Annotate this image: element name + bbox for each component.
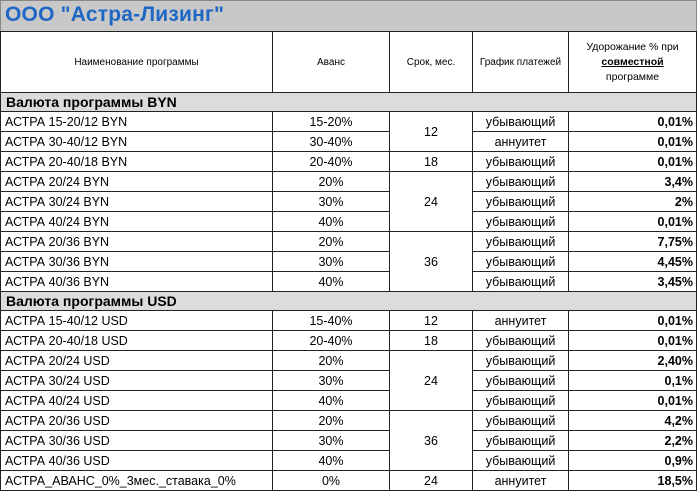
schedule-cell[interactable]: убывающий	[473, 391, 569, 411]
rate-cell[interactable]: 0,1%	[569, 371, 697, 391]
program-name-cell[interactable]: АСТРА 40/24 BYN	[1, 212, 273, 232]
term-cell[interactable]: 18	[390, 152, 473, 172]
rate-cell[interactable]: 0,9%	[569, 451, 697, 471]
schedule-cell[interactable]: аннуитет	[473, 311, 569, 331]
advance-cell[interactable]: 0%	[273, 471, 390, 491]
schedule-cell[interactable]: убывающий	[473, 331, 569, 351]
program-name-cell[interactable]: АСТРА 20/36 BYN	[1, 232, 273, 252]
table-row	[1, 172, 697, 192]
col-header-cost[interactable]	[569, 32, 697, 93]
table-row	[1, 112, 697, 132]
schedule-cell[interactable]: убывающий	[473, 252, 569, 272]
col-header-cost-pre: Удорожание % при	[586, 40, 679, 53]
advance-cell[interactable]: 20%	[273, 411, 390, 431]
rate-cell[interactable]: 4,2%	[569, 411, 697, 431]
title-bar[interactable]	[0, 0, 697, 32]
advance-cell[interactable]: 40%	[273, 391, 390, 411]
program-name-cell[interactable]: АСТРА 40/24 USD	[1, 391, 273, 411]
advance-cell[interactable]: 30%	[273, 371, 390, 391]
program-name-cell[interactable]: АСТРА 20/24 USD	[1, 351, 273, 371]
program-name-cell[interactable]: АСТРА 30/24 BYN	[1, 192, 273, 212]
advance-cell[interactable]: 40%	[273, 272, 390, 292]
table-row	[1, 431, 697, 451]
leasing-programs-table	[0, 31, 697, 491]
term-cell[interactable]: 24	[390, 471, 473, 491]
term-cell[interactable]: 36	[390, 232, 473, 292]
rate-cell[interactable]: 0,01%	[569, 132, 697, 152]
table-row	[1, 192, 697, 212]
schedule-cell[interactable]: убывающий	[473, 172, 569, 192]
program-name-cell[interactable]: АСТРА 20/36 USD	[1, 411, 273, 431]
table-row	[1, 132, 697, 152]
program-name-cell[interactable]: АСТРА 15-40/12 USD	[1, 311, 273, 331]
rate-cell[interactable]: 2,40%	[569, 351, 697, 371]
advance-cell[interactable]: 20-40%	[273, 152, 390, 172]
table-row	[1, 471, 697, 491]
program-name-cell[interactable]: АСТРА 30-40/12 BYN	[1, 132, 273, 152]
rate-cell[interactable]: 0,01%	[569, 391, 697, 411]
schedule-cell[interactable]: убывающий	[473, 212, 569, 232]
col-header-term[interactable]: Срок, мес.	[390, 32, 473, 93]
rate-cell[interactable]: 0,01%	[569, 311, 697, 331]
company-title: ООО "Астра-Лизинг"	[5, 3, 225, 26]
program-name-cell[interactable]: АСТРА 40/36 BYN	[1, 272, 273, 292]
table-row	[1, 371, 697, 391]
section-title-usd[interactable]: Валюта программы USD	[1, 292, 697, 311]
table-row	[1, 272, 697, 292]
program-name-cell[interactable]: АСТРА 40/36 USD	[1, 451, 273, 471]
term-cell[interactable]: 12	[390, 311, 473, 331]
program-name-cell[interactable]: АСТРА 20-40/18 BYN	[1, 152, 273, 172]
advance-cell[interactable]: 30%	[273, 431, 390, 451]
table-row	[1, 232, 697, 252]
term-cell[interactable]: 36	[390, 411, 473, 471]
program-name-cell[interactable]: АСТРА 20-40/18 USD	[1, 331, 273, 351]
section-title-byn[interactable]: Валюта программы BYN	[1, 93, 697, 112]
table-row	[1, 331, 697, 351]
advance-cell[interactable]: 15-40%	[273, 311, 390, 331]
rate-cell[interactable]: 2,2%	[569, 431, 697, 451]
rate-cell[interactable]: 0,01%	[569, 152, 697, 172]
table-row	[1, 451, 697, 471]
advance-cell[interactable]: 15-20%	[273, 112, 390, 132]
advance-cell[interactable]: 20-40%	[273, 331, 390, 351]
advance-cell[interactable]: 30-40%	[273, 132, 390, 152]
schedule-cell[interactable]: убывающий	[473, 232, 569, 252]
rate-cell[interactable]: 0,01%	[569, 112, 697, 132]
term-cell[interactable]: 12	[390, 112, 473, 152]
advance-cell[interactable]: 40%	[273, 212, 390, 232]
schedule-cell[interactable]: убывающий	[473, 411, 569, 431]
col-header-advance[interactable]: Аванс	[273, 32, 390, 93]
schedule-cell[interactable]: убывающий	[473, 112, 569, 132]
rate-cell[interactable]: 3,45%	[569, 272, 697, 292]
table-row	[1, 252, 697, 272]
advance-cell[interactable]: 30%	[273, 252, 390, 272]
rate-cell[interactable]: 2%	[569, 192, 697, 212]
term-cell[interactable]: 24	[390, 351, 473, 411]
col-header-cost-post: программе	[605, 70, 660, 83]
program-name-cell[interactable]: АСТРА 20/24 BYN	[1, 172, 273, 192]
rate-cell[interactable]: 0,01%	[569, 212, 697, 232]
table-row	[1, 411, 697, 431]
schedule-cell[interactable]: убывающий	[473, 431, 569, 451]
schedule-cell[interactable]: аннуитет	[473, 471, 569, 491]
program-name-cell[interactable]: АСТРА 30/24 USD	[1, 371, 273, 391]
schedule-cell[interactable]: убывающий	[473, 192, 569, 212]
program-name-cell[interactable]: АСТРА 30/36 USD	[1, 431, 273, 451]
rate-cell[interactable]: 0,01%	[569, 331, 697, 351]
rate-cell[interactable]: 18,5%	[569, 471, 697, 491]
program-name-cell[interactable]: АСТРА 15-20/12 BYN	[1, 112, 273, 132]
col-header-name[interactable]: Наименование программы	[1, 32, 273, 93]
header-row	[1, 32, 697, 93]
advance-cell[interactable]: 20%	[273, 232, 390, 252]
term-cell[interactable]: 24	[390, 172, 473, 232]
table-row	[1, 391, 697, 411]
rate-cell[interactable]: 7,75%	[569, 232, 697, 252]
program-name-cell[interactable]: АСТРА 30/36 BYN	[1, 252, 273, 272]
section-row-byn	[1, 93, 697, 112]
schedule-cell[interactable]: убывающий	[473, 451, 569, 471]
table-row	[1, 351, 697, 371]
advance-cell[interactable]: 30%	[273, 192, 390, 212]
advance-cell[interactable]: 40%	[273, 451, 390, 471]
advance-cell[interactable]: 20%	[273, 172, 390, 192]
table-row	[1, 311, 697, 331]
table-row	[1, 152, 697, 172]
rate-cell[interactable]: 4,45%	[569, 252, 697, 272]
advance-cell[interactable]: 20%	[273, 351, 390, 371]
rate-cell[interactable]: 3,4%	[569, 172, 697, 192]
schedule-cell[interactable]: убывающий	[473, 351, 569, 371]
schedule-cell[interactable]: убывающий	[473, 371, 569, 391]
table-row	[1, 212, 697, 232]
col-header-cost-bold: совместной	[601, 55, 664, 68]
schedule-cell[interactable]: аннуитет	[473, 132, 569, 152]
program-name-cell[interactable]: АСТРА_АВАНС_0%_3мес._ставака_0%	[1, 471, 273, 491]
col-header-schedule[interactable]: График платежей	[473, 32, 569, 93]
term-cell[interactable]: 18	[390, 331, 473, 351]
section-row-usd	[1, 292, 697, 311]
schedule-cell[interactable]: убывающий	[473, 152, 569, 172]
schedule-cell[interactable]: убывающий	[473, 272, 569, 292]
